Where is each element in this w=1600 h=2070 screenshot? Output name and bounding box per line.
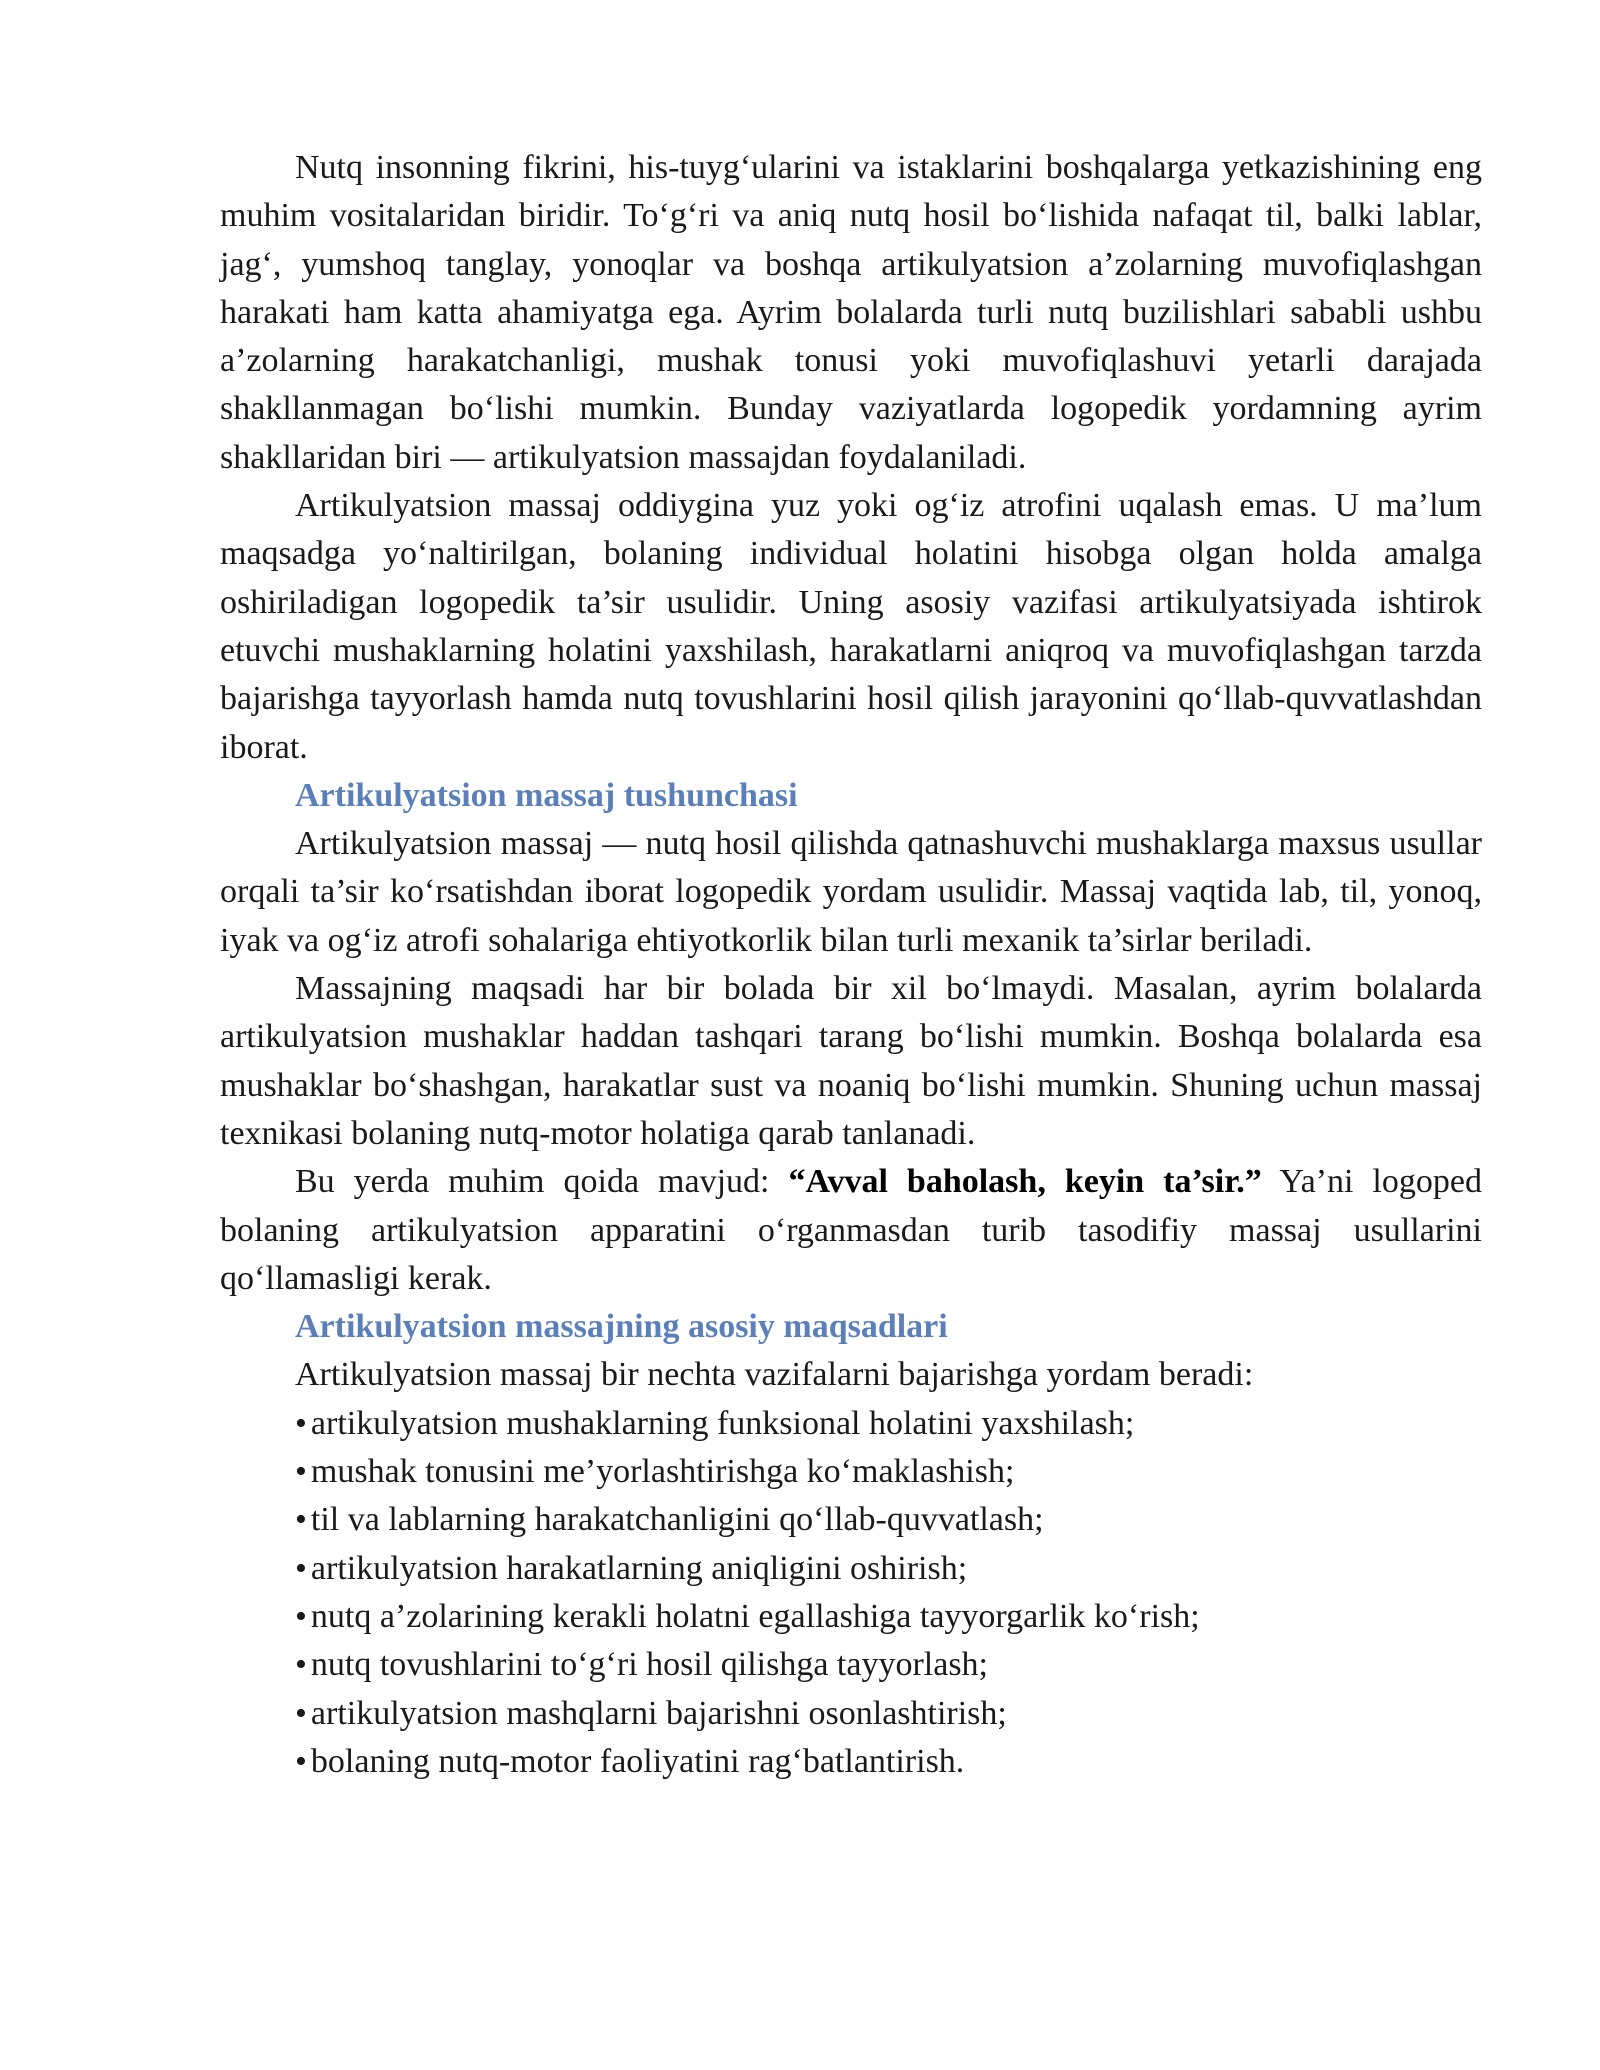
rule-text-before: Bu yerda muhim qoida mavjud: <box>295 1163 789 1201</box>
paragraph-purpose: Massajning maqsadi har bir bolada bir xil bo‘lmaydi. Masalan, ayrim bolalarda artikulyatsion mushaklar haddan tashqari tarang bo‘lishi mumkin. Boshqa bolalarda esa mushaklar bo‘shashgan, harakatlar sust va noaniq bo‘lishi mumkin. Shuning uchun massaj texnikasi bolaning nutq-motor holatiga qarab tanlanadi. <box>220 970 1482 1152</box>
list-item-text: artikulyatsion mashqlarni bajarishni osonlashtirish; <box>310 1694 1007 1732</box>
paragraph-rule <box>220 1158 1482 1303</box>
list-item-text: nutq tovushlarini to‘g‘ri hosil qilishga tayyorlash; <box>310 1646 989 1684</box>
section-heading-goals: Artikulyatsion massajning asosiy maqsadlari <box>295 1308 948 1346</box>
list-item-text: mushak tonusini me’yorlashtirishga ko‘maklashish; <box>310 1453 1015 1491</box>
rule-text-after: Ya’ni logoped bolaning artikulyatsion apparatini o‘rganmasdan turib tasodifiy massaj usullarini qo‘llamasligi kerak. <box>220 1163 1482 1297</box>
list-item <box>295 1641 1482 1689</box>
paragraph-massage-definition: Artikulyatsion massaj oddiygina yuz yoki og‘iz atrofini uqalash emas. U ma’lum maqsadga yo‘naltirilgan, bolaning individual holatini hisobga olgan holda amalga oshiriladigan logopedik ta’sir usulidir. Uning asosiy vazifasi artikulyatsiyada ishtirok etuvchi mushaklarning holatini yaxshilash, harakatlarni aniqroq va muvofiqlashgan tarzda bajarishga tayyorlash hamda nutq tovushlarini hosil qilish jarayonini qo‘llab-quvvatlashdan iborat. <box>220 487 1482 766</box>
list-item-text: til va lablarning harakatchanligini qo‘llab-quvvatlash; <box>310 1501 1044 1539</box>
list-item-text: artikulyatsion harakatlarning aniqligini oshirish; <box>310 1549 968 1587</box>
list-item <box>295 1400 1482 1448</box>
bullet-icon: • <box>295 1742 307 1780</box>
bullet-icon: • <box>295 1694 307 1732</box>
list-item <box>295 1496 1482 1544</box>
bullet-icon: • <box>295 1501 307 1539</box>
paragraph-concept: Artikulyatsion massaj — nutq hosil qilishda qatnashuvchi mushaklarga maxsus usullar orqali ta’sir ko‘rsatishdan iborat logopedik yordam usulidir. Massaj vaqtida lab, til, yonoq, iyak va og‘iz atrofi sohalariga ehtiyotkorlik bilan turli mexanik ta’sirlar beriladi. <box>220 825 1482 959</box>
list-item-text: nutq a’zolarining kerakli holatni egallashiga tayyorgarlik ko‘rish; <box>310 1597 1200 1635</box>
bullet-icon: • <box>295 1404 307 1442</box>
list-item <box>295 1738 1482 1786</box>
rule-bold-quote: “Avval baholash, keyin ta’sir.” <box>788 1163 1262 1201</box>
list-item <box>295 1545 1482 1593</box>
bullet-icon: • <box>295 1549 307 1587</box>
list-item-text: bolaning nutq-motor faoliyatini rag‘batlantirish. <box>310 1742 965 1780</box>
document-page <box>220 144 1482 1786</box>
bullet-icon: • <box>295 1453 307 1491</box>
list-lead: Artikulyatsion massaj bir nechta vazifalarni bajarishga yordam beradi: <box>295 1356 1254 1394</box>
list-item-text: artikulyatsion mushaklarning funksional holatini yaxshilash; <box>310 1404 1135 1442</box>
bullet-icon: • <box>295 1597 307 1635</box>
section-heading-concept: Artikulyatsion massaj tushunchasi <box>295 776 798 814</box>
bullet-icon: • <box>295 1646 307 1684</box>
list-item <box>295 1593 1482 1641</box>
goals-list <box>220 1400 1482 1786</box>
list-item <box>295 1448 1482 1496</box>
paragraph-intro: Nutq insonning fikrini, his-tuyg‘ularini va istaklarini boshqalarga yetkazishining eng muhim vositalaridan biridir. To‘g‘ri va aniq nutq hosil bo‘lishida nafaqat til, balki lablar, jag‘, yumshoq tanglay, yonoqlar va boshqa artikulyatsion a’zolarning muvofiqlashgan harakati ham katta ahamiyatga ega. Ayrim bolalarda turli nutq buzilishlari sababli ushbu a’zolarning harakatchanligi, mushak tonusi yoki muvofiqlashuvi yetarli darajada shakllanmagan bo‘lishi mumkin. Bunday vaziyatlarda logopedik yordamning ayrim shakllaridan biri — artikulyatsion massajdan foydalaniladi. <box>220 149 1482 476</box>
list-item <box>295 1690 1482 1738</box>
